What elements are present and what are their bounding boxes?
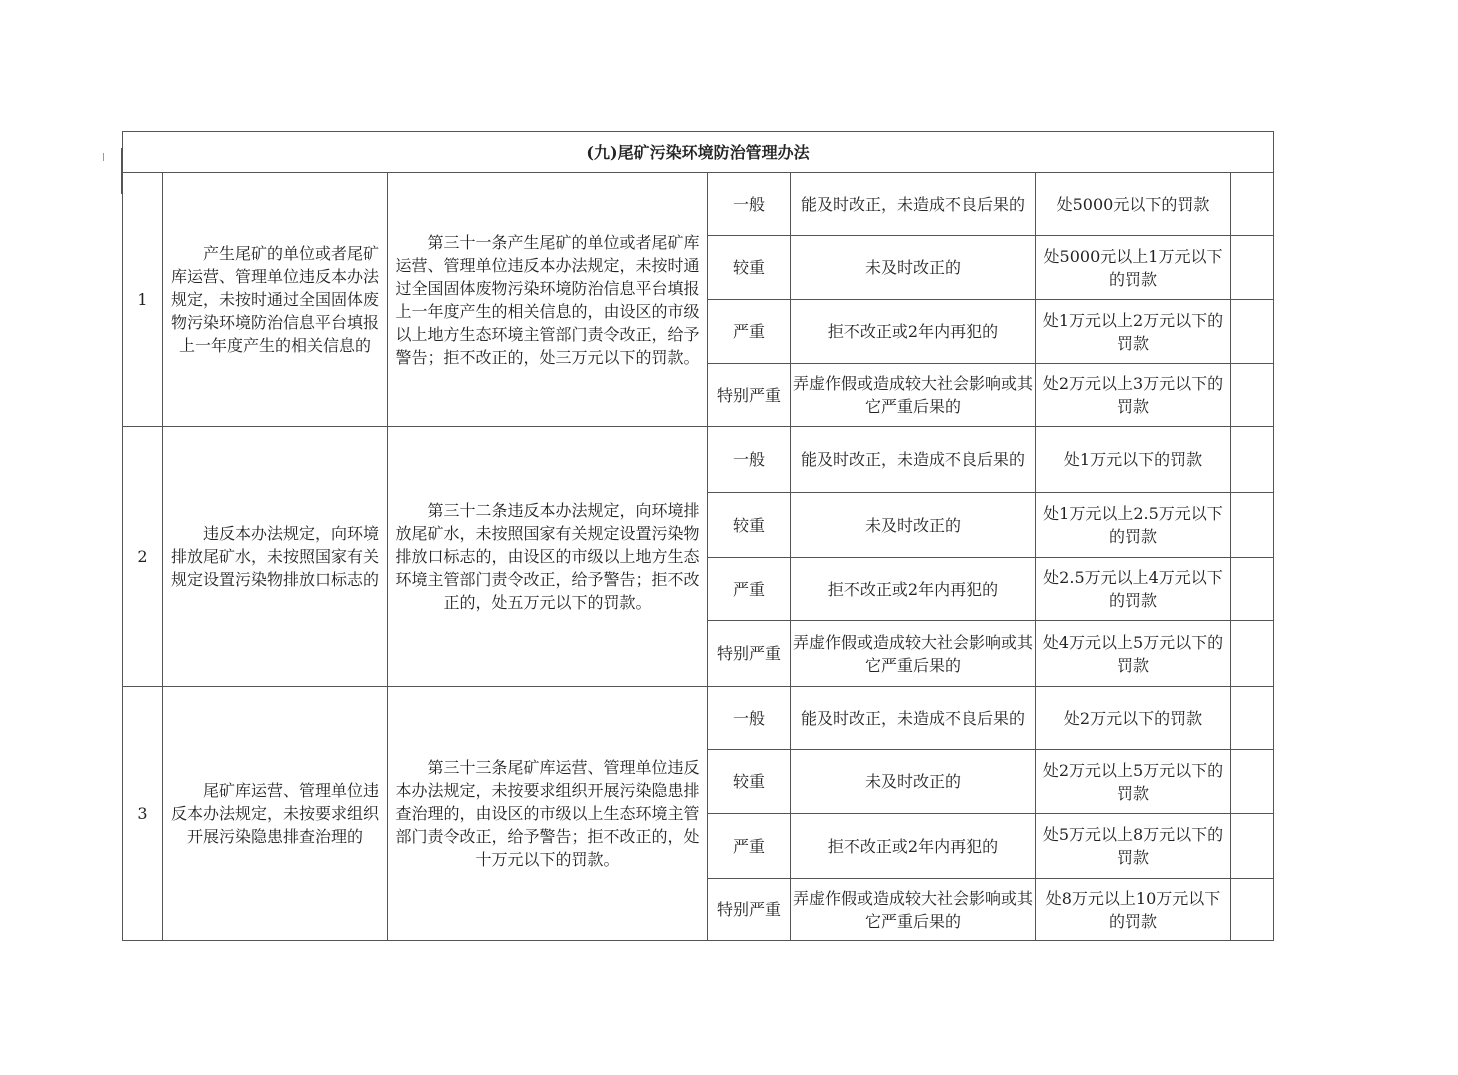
table-title: (九)尾矿污染环境防治管理办法 — [123, 132, 1274, 173]
severity-level: 严重 — [708, 558, 791, 621]
circumstance: 弄虚作假或造成较大社会影响或其它严重后果的 — [791, 364, 1036, 427]
severity-level: 特别严重 — [708, 364, 791, 427]
circumstance: 未及时改正的 — [791, 236, 1036, 300]
row-number: 1 — [123, 173, 163, 427]
remark-cell — [1231, 879, 1274, 941]
penalty-standard: 处4万元以上5万元以下的罚款 — [1036, 621, 1231, 687]
circumstance: 拒不改正或2年内再犯的 — [791, 558, 1036, 621]
severity-level: 一般 — [708, 173, 791, 236]
severity-level: 特别严重 — [708, 621, 791, 687]
table-row — [123, 687, 1274, 750]
circumstance: 能及时改正，未造成不良后果的 — [791, 173, 1036, 236]
severity-level: 较重 — [708, 750, 791, 814]
remark-cell — [1231, 814, 1274, 879]
legal-basis: 第三十一条产生尾矿的单位或者尾矿库运营、管理单位违反本办法规定，未按时通过全国固体废物污染环境防治信息平台填报上一年度产生的相关信息的，由设区的市级以上地方生态环境主管部门责令改正，给予警告；拒不改正的，处三万元以下的罚款。 — [388, 173, 708, 427]
table-row — [123, 173, 1274, 236]
remark-cell — [1231, 493, 1274, 558]
penalty-standard: 处1万元以上2万元以下的罚款 — [1036, 300, 1231, 364]
circumstance: 弄虚作假或造成较大社会影响或其它严重后果的 — [791, 879, 1036, 941]
circumstance: 未及时改正的 — [791, 493, 1036, 558]
remark-cell — [1231, 173, 1274, 236]
severity-level: 严重 — [708, 300, 791, 364]
penalty-standard: 处2万元以上5万元以下的罚款 — [1036, 750, 1231, 814]
penalty-standard: 处2万元以下的罚款 — [1036, 687, 1231, 750]
penalty-standard: 处2.5万元以上4万元以下的罚款 — [1036, 558, 1231, 621]
remark-cell — [1231, 364, 1274, 427]
legal-basis: 第三十二条违反本办法规定，向环境排放尾矿水，未按照国家有关规定设置污染物排放口标志的，由设区的市级以上地方生态环境主管部门责令改正，给予警告；拒不改正的，处五万元以下的罚款。 — [388, 427, 708, 687]
violation-behavior: 违反本办法规定，向环境排放尾矿水，未按照国家有关规定设置污染物排放口标志的 — [163, 427, 388, 687]
table-title-row — [123, 132, 1274, 173]
remark-cell — [1231, 300, 1274, 364]
page-margin-mark — [103, 153, 104, 161]
penalty-standard: 处5万元以上8万元以下的罚款 — [1036, 814, 1231, 879]
penalty-standard: 处2万元以上3万元以下的罚款 — [1036, 364, 1231, 427]
remark-cell — [1231, 558, 1274, 621]
severity-level: 较重 — [708, 493, 791, 558]
penalty-standard: 处5000元以下的罚款 — [1036, 173, 1231, 236]
row-number: 2 — [123, 427, 163, 687]
penalty-standard: 处1万元以下的罚款 — [1036, 427, 1231, 493]
penalty-standard: 处8万元以上10万元以下的罚款 — [1036, 879, 1231, 941]
remark-cell — [1231, 750, 1274, 814]
table-row — [123, 427, 1274, 493]
circumstance: 能及时改正，未造成不良后果的 — [791, 427, 1036, 493]
penalty-standard: 处5000元以上1万元以下的罚款 — [1036, 236, 1231, 300]
severity-level: 较重 — [708, 236, 791, 300]
circumstance: 拒不改正或2年内再犯的 — [791, 300, 1036, 364]
circumstance: 拒不改正或2年内再犯的 — [791, 814, 1036, 879]
severity-level: 严重 — [708, 814, 791, 879]
row-number: 3 — [123, 687, 163, 941]
penalty-table — [122, 131, 1274, 941]
severity-level: 一般 — [708, 427, 791, 493]
circumstance: 弄虚作假或造成较大社会影响或其它严重后果的 — [791, 621, 1036, 687]
remark-cell — [1231, 427, 1274, 493]
circumstance: 能及时改正，未造成不良后果的 — [791, 687, 1036, 750]
legal-basis: 第三十三条尾矿库运营、管理单位违反本办法规定，未按要求组织开展污染隐患排查治理的，由设区的市级以上生态环境主管部门责令改正，给予警告；拒不改正的，处十万元以下的罚款。 — [388, 687, 708, 941]
remark-cell — [1231, 687, 1274, 750]
remark-cell — [1231, 621, 1274, 687]
circumstance: 未及时改正的 — [791, 750, 1036, 814]
penalty-standard: 处1万元以上2.5万元以下的罚款 — [1036, 493, 1231, 558]
severity-level: 特别严重 — [708, 879, 791, 941]
violation-behavior: 产生尾矿的单位或者尾矿库运营、管理单位违反本办法规定，未按时通过全国固体废物污染环境防治信息平台填报上一年度产生的相关信息的 — [163, 173, 388, 427]
severity-level: 一般 — [708, 687, 791, 750]
remark-cell — [1231, 236, 1274, 300]
violation-behavior: 尾矿库运营、管理单位违反本办法规定，未按要求组织开展污染隐患排查治理的 — [163, 687, 388, 941]
